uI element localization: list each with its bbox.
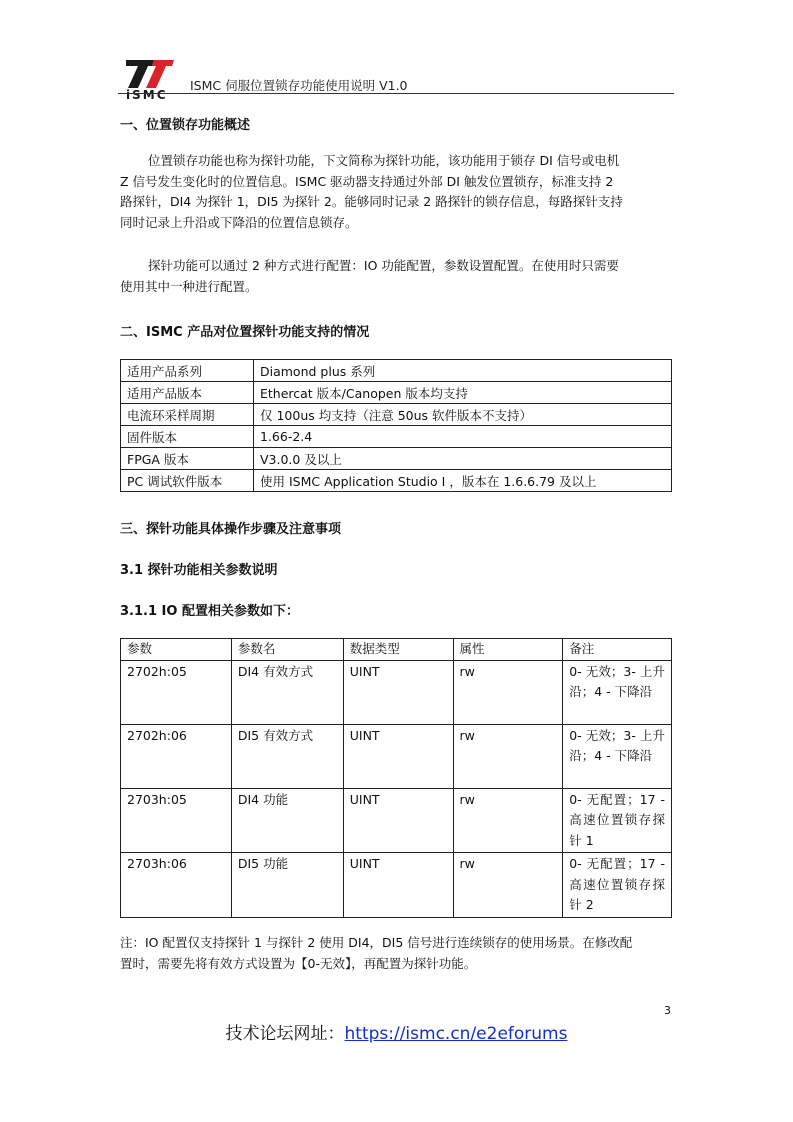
table-cell: 0- 无效；3- 上升沿；4 - 下降沿 [563, 660, 672, 724]
subsection-3-1-heading: 3.1 探针功能相关参数说明 [120, 563, 278, 578]
column-header: 属性 [453, 639, 563, 661]
table-cell: DI5 有效方式 [231, 724, 343, 788]
table-cell: 2702h:05 [121, 660, 232, 724]
table-cell: UINT [343, 853, 453, 918]
column-header: 备注 [563, 639, 672, 661]
table-row [121, 360, 672, 382]
table-cell: 电流环采样周期 [121, 404, 254, 426]
table-cell: DI4 有效方式 [231, 660, 343, 724]
text-line: 位置锁存功能也称为探针功能，下文简称为探针功能，该功能用于锁存 DI 信号或电机 [148, 153, 620, 168]
text-line: 同时记录上升沿或下降沿的位置信息锁存。 [120, 214, 358, 230]
forum-link[interactable]: https://ismc.cn/e2eforums [344, 1024, 568, 1044]
text-line: 探针功能可以通过 2 种方式进行配置：IO 功能配置，参数设置配置。在使用时只需要 [148, 258, 619, 273]
table-cell: 0- 无效；3- 上升沿；4 - 下降沿 [563, 724, 672, 788]
table-cell: 0- 无配置；17 -高速位置锁存探针 2 [563, 853, 672, 918]
section2-heading: 二、ISMC 产品对位置探针功能支持的情况 [120, 325, 370, 340]
header-divider [118, 93, 674, 94]
table-cell: rw [453, 853, 563, 918]
column-header: 数据类型 [343, 639, 453, 661]
text-line: Z 信号发生变化时的位置信息。ISMC 驱动器支持通过外部 DI 触发位置锁存，标准支持 2 [120, 173, 614, 189]
table-row [121, 788, 672, 853]
table-cell: UINT [343, 724, 453, 788]
section1-paragraph2 [120, 256, 672, 297]
section3-heading: 三、探针功能具体操作步骤及注意事项 [120, 522, 342, 537]
io-parameter-table [120, 638, 672, 918]
support-table [120, 359, 672, 492]
table-cell: 适用产品系列 [121, 360, 254, 382]
text-line: 置时，需要先将有效方式设置为【0-无效】，再配置为探针功能。 [120, 955, 477, 971]
table-cell: 2703h:06 [121, 853, 232, 918]
table-cell: UINT [343, 788, 453, 853]
table-cell: rw [453, 788, 563, 853]
table-cell: Ethercat 版本/Canopen 版本均支持 [254, 382, 672, 404]
footer-label: 技术论坛网址： [225, 1024, 345, 1044]
table-cell: V3.0.0 及以上 [254, 448, 672, 470]
column-header: 参数 [121, 639, 232, 661]
note-paragraph [120, 933, 672, 974]
table-cell: DI5 功能 [231, 853, 343, 918]
table-row [121, 382, 672, 404]
table-cell: Diamond plus 系列 [254, 360, 672, 382]
table-cell: 0- 无配置；17 -高速位置锁存探针 1 [563, 788, 672, 853]
table-row [121, 470, 672, 492]
section1-heading: 一、位置锁存功能概述 [120, 118, 251, 133]
table-row [121, 404, 672, 426]
table-header-row [121, 639, 672, 661]
table-cell: 2703h:05 [121, 788, 232, 853]
table-row [121, 448, 672, 470]
table-cell: rw [453, 660, 563, 724]
table-cell: FPGA 版本 [121, 448, 254, 470]
table-row [121, 660, 672, 724]
table-cell: 适用产品版本 [121, 382, 254, 404]
footer [0, 1019, 793, 1044]
page-number: 3 [664, 1004, 671, 1017]
table-row [121, 426, 672, 448]
table-cell: PC 调试软件版本 [121, 470, 254, 492]
table-row [121, 724, 672, 788]
text-line: 路探针，DI4 为探针 1，DI5 为探针 2。能够同时记录 2 路探针的锁存信息，每路探针支持 [120, 194, 623, 209]
table-cell: 1.66-2.4 [254, 426, 672, 448]
section1-paragraph1 [120, 151, 672, 233]
table-cell: 2702h:06 [121, 724, 232, 788]
text-line: 注：IO 配置仅支持探针 1 与探针 2 使用 DI4，DI5 信号进行连续锁存的使用场景。在修改配 [120, 935, 633, 950]
column-header: 参数名 [231, 639, 343, 661]
table-cell: DI4 功能 [231, 788, 343, 853]
table-row [121, 853, 672, 918]
table-cell: rw [453, 724, 563, 788]
table-cell: 仅 100us 均支持（注意 50us 软件版本不支持） [254, 404, 672, 426]
table-cell: 固件版本 [121, 426, 254, 448]
company-logo [124, 58, 176, 102]
document-title: ISMC 伺服位置锁存功能使用说明 V1.0 [190, 78, 408, 93]
table-cell: UINT [343, 660, 453, 724]
table-cell: 使用 ISMC Application Studio I ，版本在 1.6.6.79 及以上 [254, 470, 672, 492]
subsection-3-1-1-heading: 3.1.1 IO 配置相关参数如下： [120, 604, 299, 619]
logo-wordmark: iSMC [126, 88, 168, 102]
text-line: 使用其中一种进行配置。 [120, 278, 258, 294]
